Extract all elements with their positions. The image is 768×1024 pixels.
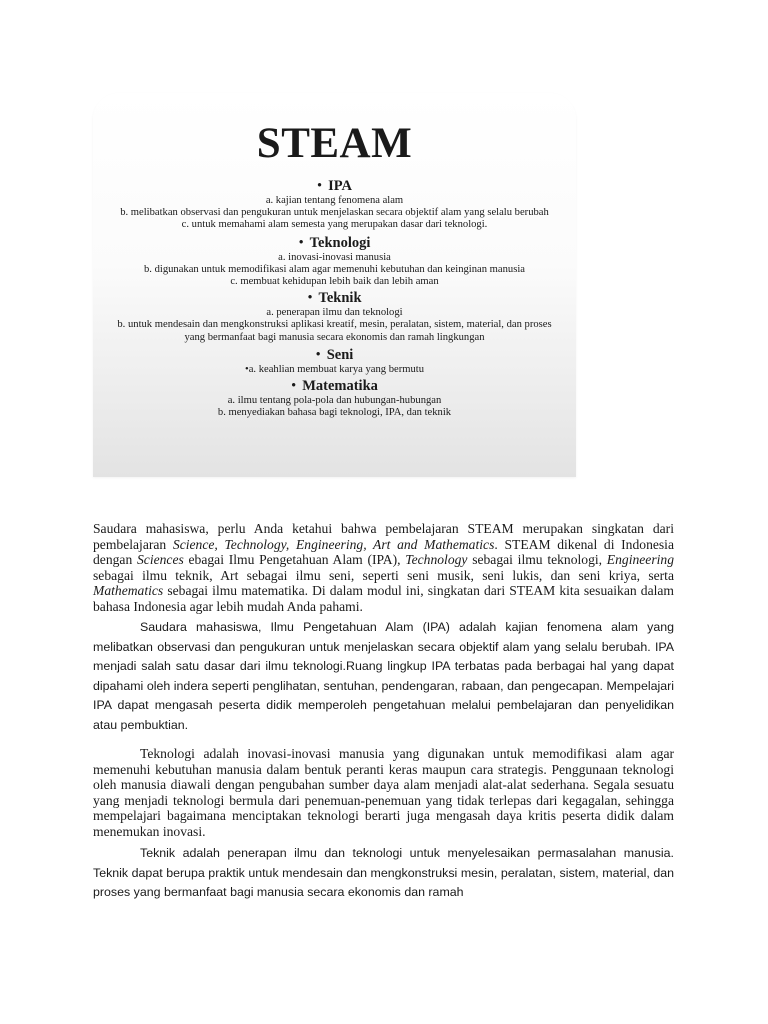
steam-figure xyxy=(93,93,576,477)
section-item: b. untuk mendesain dan mengkonstruksi aplikasi kreatif, mesin, peralatan, sistem, material, dan proses yang bermanfaat bagi manusia secara ekonomis dan ramah lingkungan xyxy=(117,319,552,343)
steam-title: STEAM xyxy=(256,120,413,167)
section-item: a. kajian tentang fenomena alam xyxy=(265,195,404,206)
section-teknik xyxy=(93,290,576,344)
paragraph-text: Teknik adalah penerapan ilmu dan teknologi untuk menyelesaikan permasalahan manusia. Teknik dapat berupa praktik untuk mendesain dan mengkonstruksi mesin, peralatan, sistem, material, dan proses yang bermanfaat bagi manusia secara ekonomis dan ramah xyxy=(93,846,674,900)
section-item: a. penerapan ilmu dan teknologi xyxy=(266,307,403,319)
section-teknologi xyxy=(93,235,576,289)
paragraph-3 xyxy=(93,746,674,839)
section-heading: • Matematika xyxy=(291,378,378,395)
steam-sections xyxy=(93,178,576,419)
section-item: c. membuat kehidupan lebih baik dan lebih aman xyxy=(230,276,439,288)
section-item: c. untuk memahami alam semesta yang merupakan dasar dari teknologi. xyxy=(181,219,488,231)
section-matematika xyxy=(93,378,576,419)
section-heading: • Seni xyxy=(315,346,354,363)
paragraph-2 xyxy=(93,618,674,736)
paragraph-text: Saudara mahasiswa, perlu Anda ketahui bahwa pembelajaran STEAM merupakan singkatan dari pembelajaran Science, Technology, Engineering, Art and Mathematics. STEAM dikenal di Indonesia dengan Sciences ebagai Ilmu Pengetahuan Alam (IPA), Technology sebagai ilmu teknologi, Engineering sebagai ilmu teknik, Art sebagai ilmu seni, seperti seni musik, seni lukis, dan seni kriya, serta Mathematics sebagai ilmu matematika. Di dalam modul ini, singkatan dari STEAM kita sesuaikan dalam bahasa Indonesia agar lebih mudah Anda pahami. xyxy=(93,521,674,614)
paragraph-1 xyxy=(93,521,674,614)
section-heading: • Teknologi xyxy=(298,234,371,251)
section-item: a. inovasi-inovasi manusia xyxy=(278,251,391,263)
section-heading: • IPA xyxy=(317,178,352,194)
section-heading: • Teknik xyxy=(307,290,362,307)
paragraph-text: Teknologi adalah inovasi-inovasi manusia yang digunakan untuk memodifikasi alam agar memenuhi kebutuhan manusia dalam bentuk peranti keras maupun cara strategis. Penggunaan teknologi oleh manusia diawali dengan pengubahan sumber daya alam menjadi alat-alat sederhana. Segala sesuatu yang menjadi teknologi bermula dari penemuan-penemuan yang tidak terlepas dari kegagalan, sehingga mempelajari bagaimana menciptakan teknologi berarti juga mengasah daya kritis peserta didik dalam menemukan inovasi. xyxy=(93,746,674,839)
section-item: •a. keahlian membuat karya yang bermutu xyxy=(244,363,425,375)
section-item: a. ilmu tentang pola-pola dan hubungan-hubungan xyxy=(227,395,442,407)
paragraph-text: Saudara mahasiswa, Ilmu Pengetahuan Alam (IPA) adalah kajian fenomena alam yang melibatkan observasi dan pengukuran untuk menjelaskan secara objektif alam yang selalu berubah. IPA menjadi salah satu dasar dari ilmu teknologi.Ruang lingkup IPA terbatas pada berbagai hal yang dapat dipahami oleh indera seperti penglihatan, sentuhan, pendengaran, rabaan, dan pengecapan. Mempelajari IPA dapat mengasah peserta didik memperoleh pengetahuan melalui pembelajaran dan penyelidikan atau pembuktian. xyxy=(93,620,674,732)
paragraph-4 xyxy=(93,844,674,903)
section-seni xyxy=(93,347,576,376)
section-item: b. melibatkan observasi dan pengukuran untuk menjelaskan secara objektif alam yang selalu berubah xyxy=(120,207,549,219)
section-item: b. menyediakan bahasa bagi teknologi, IPA, dan teknik xyxy=(217,407,452,419)
section-item: b. digunakan untuk memodifikasi alam agar memenuhi kebutuhan dan keinginan manusia xyxy=(144,263,525,275)
section-ipa xyxy=(93,178,576,232)
